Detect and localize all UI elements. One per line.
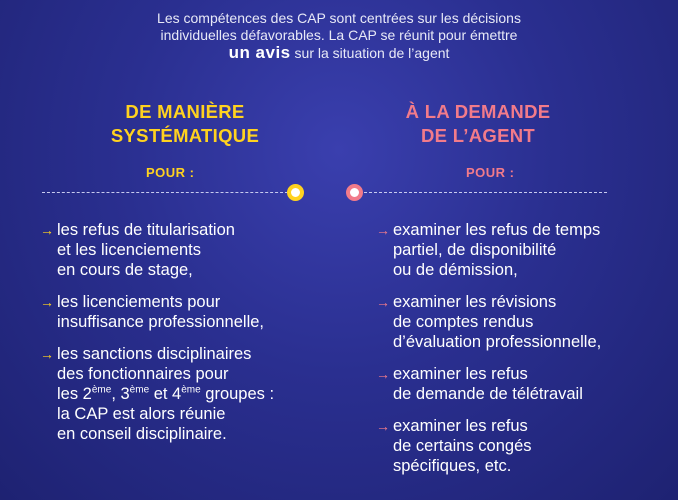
list-item <box>376 416 671 476</box>
list-item-line: les sanctions disciplinaires <box>57 345 252 363</box>
left-circle-marker <box>287 184 304 201</box>
arrow-icon: → <box>40 222 54 238</box>
list-item-line: la CAP est alors réunie <box>57 405 226 423</box>
right-title-line-1: À LA DEMANDE <box>405 101 551 122</box>
left-title-line-2: SYSTÉMATIQUE <box>110 125 260 146</box>
list-item-line: examiner les refus <box>393 417 528 435</box>
intro-text <box>0 10 678 62</box>
intro-line-1: Les compétences des CAP sont centrées sur les décisions <box>157 10 521 26</box>
text-fragment: , 3 <box>111 385 130 403</box>
left-column-title <box>85 100 285 148</box>
list-item <box>376 220 671 280</box>
list-item-line: de demande de télétravail <box>393 385 583 403</box>
intro-emphasis: un avis <box>228 43 291 62</box>
arrow-icon: → <box>376 366 390 382</box>
list-item-line: les refus de titularisation <box>57 221 235 239</box>
list-item <box>376 364 671 404</box>
left-title-line-1: DE MANIÈRE <box>125 101 245 122</box>
list-item-line: de comptes rendus <box>393 313 534 331</box>
text-fragment: et 4 <box>149 385 182 403</box>
intro-line-3 <box>0 44 678 62</box>
list-item-line <box>57 384 340 404</box>
list-item-line: de certains congés <box>393 437 532 455</box>
text-fragment: groupes : <box>200 385 275 403</box>
arrow-icon: → <box>40 294 54 310</box>
list-item-line: en conseil disciplinaire. <box>57 425 227 443</box>
right-list <box>376 220 671 488</box>
right-dashed-divider <box>364 192 607 193</box>
arrow-icon: → <box>376 222 390 238</box>
list-item-line: insuffisance professionnelle, <box>57 313 264 331</box>
list-item-line: et les licenciements <box>57 241 201 259</box>
intro-line-3-rest: sur la situation de l’agent <box>290 45 450 61</box>
list-item-line: des fonctionnaires pour <box>57 365 229 383</box>
arrow-icon: → <box>376 418 390 434</box>
superscript: ème <box>91 384 112 396</box>
list-item <box>376 292 671 352</box>
left-pour-label: POUR : <box>146 165 195 180</box>
list-item-line: partiel, de disponibilité <box>393 241 557 259</box>
list-item-line: spécifiques, etc. <box>393 457 512 475</box>
arrow-icon: → <box>40 346 54 362</box>
list-item <box>40 292 340 332</box>
list-item-line: les licenciements pour <box>57 293 221 311</box>
list-item <box>40 344 340 444</box>
left-list <box>40 220 340 456</box>
right-pour-label: POUR : <box>466 165 515 180</box>
list-item-line: en cours de stage, <box>57 261 193 279</box>
text-fragment: les 2 <box>57 385 92 403</box>
list-item <box>40 220 340 280</box>
list-item-line: examiner les refus <box>393 365 528 383</box>
list-item-line: ou de démission, <box>393 261 518 279</box>
left-dashed-divider <box>42 192 288 193</box>
list-item-line: examiner les révisions <box>393 293 557 311</box>
arrow-icon: → <box>376 294 390 310</box>
right-column-title <box>383 100 573 148</box>
right-circle-marker <box>346 184 363 201</box>
list-item-line: examiner les refus de temps <box>393 221 601 239</box>
right-title-line-2: DE L’AGENT <box>420 125 535 146</box>
superscript: ème <box>181 384 201 396</box>
list-item-line: d’évaluation professionnelle, <box>393 333 602 351</box>
superscript: ème <box>129 384 150 396</box>
intro-line-2: individuelles défavorables. La CAP se réunit pour émettre <box>160 27 518 43</box>
